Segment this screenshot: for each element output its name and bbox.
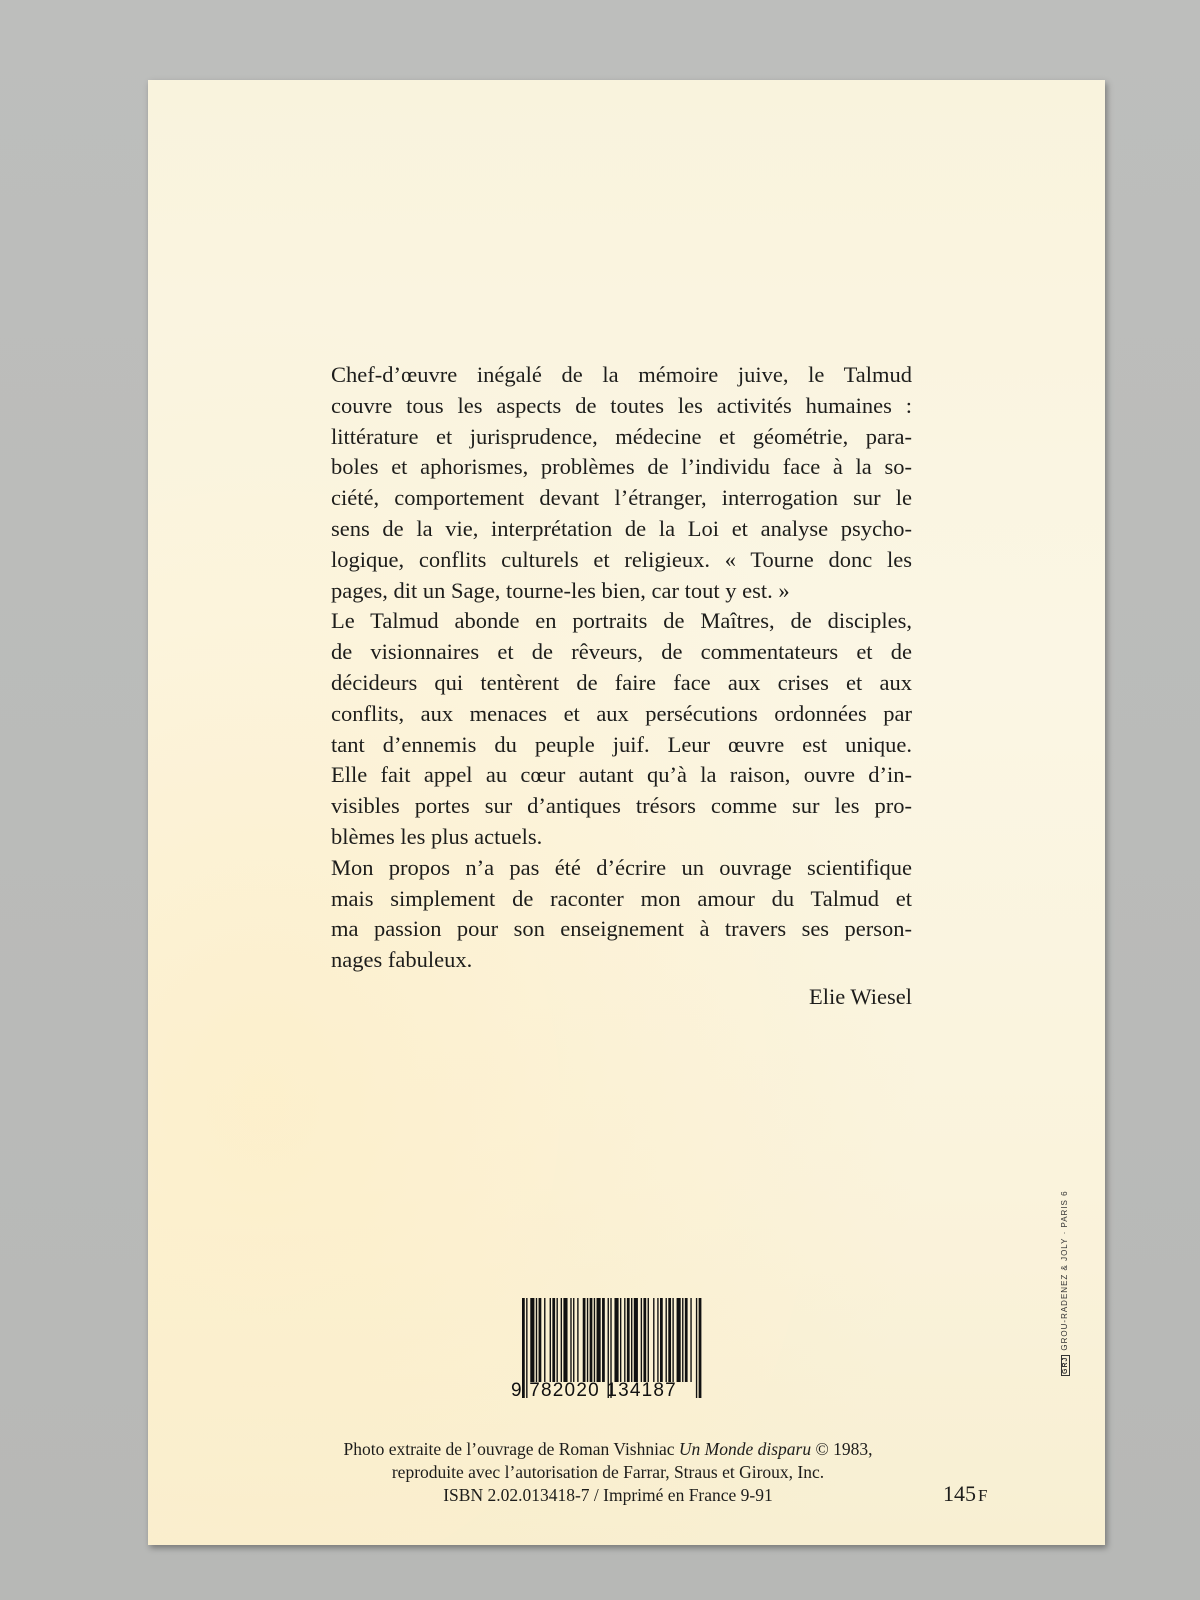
printer-text: GROU-RADENEZ & JOLY · PARIS 6: [1060, 1190, 1069, 1351]
author-signature: Elie Wiesel: [808, 984, 912, 1009]
barcode-bar: [594, 1298, 595, 1382]
barcode-bar: [597, 1298, 601, 1382]
barcode-digits: 9 782020 134187: [511, 1380, 677, 1401]
blurb-line: tant d’ennemis du peuple juif. Leur œuvre est unique.: [331, 731, 912, 757]
barcode-bar: [573, 1298, 574, 1382]
blurb-line: pages, dit un Sage, tourne-les bien, car tout y est. »: [331, 577, 790, 603]
barcode-bar: [536, 1298, 537, 1382]
blurb-line: ciété, comportement devant l’étranger, interrogation sur le: [331, 485, 912, 511]
barcode-bar: [627, 1298, 630, 1382]
blurb-line: blèmes les plus actuels.: [331, 823, 543, 849]
barcode-bar: [631, 1298, 632, 1382]
blurb-line: mais simplement de raconter mon amour du Talmud et: [331, 885, 912, 911]
barcode-bar: [550, 1298, 551, 1382]
price-amount: 145: [943, 1481, 976, 1506]
barcode-bar: [657, 1298, 658, 1382]
barcode-bar: [641, 1298, 642, 1382]
credits-line-1-prefix: Photo extraite de l’ouvrage de Roman Vishniac: [343, 1439, 679, 1459]
barcode-bar: [672, 1298, 673, 1382]
barcode-bar: [539, 1298, 542, 1382]
barcode-bar: [634, 1298, 638, 1382]
blurb-line: Elle fait appel au cœur autant qu’à la raison, ouvre d’in-: [331, 762, 912, 788]
blurb-text: [331, 360, 912, 976]
printer-imprint: [1060, 1176, 1074, 1376]
blurb-line: conflits, aux menaces et aux persécutions ordonnées par: [331, 700, 912, 726]
blurb-line: Mon propos n’a pas été d’écrire un ouvrage scientifique: [331, 854, 912, 880]
blurb-line: décideurs qui tentèrent de faire face aux crises et aux: [331, 669, 912, 695]
blurb-line: couvre tous les aspects de toutes les activités humaines :: [331, 392, 912, 418]
blurb-line: sens de la vie, interprétation de la Loi et analyse psycho-: [331, 515, 912, 541]
barcode-bar: [587, 1298, 588, 1382]
blurb-line: Le Talmud abonde en portraits de Maîtres, de disciples,: [331, 608, 912, 634]
barcode-bar: [666, 1298, 667, 1382]
price-label: [943, 1481, 987, 1507]
barcode-bar: [682, 1298, 683, 1382]
credits-book-title: Un Monde disparu: [678, 1439, 812, 1459]
barcode-bar: [648, 1298, 649, 1382]
barcode-bar: [563, 1298, 567, 1382]
price-unit: F: [978, 1486, 988, 1505]
barcode-bar: [552, 1298, 555, 1382]
barcode-bar: [602, 1298, 605, 1382]
barcode-bar: [653, 1298, 654, 1382]
barcode-bar: [577, 1298, 578, 1382]
barcode-bar: [614, 1298, 618, 1382]
photo-credits: [308, 1438, 908, 1507]
barcode-bar: [561, 1298, 562, 1382]
credits-line-1-suffix: © 1983,: [811, 1439, 873, 1459]
blurb-line: ma passion pour son enseignement à travers ses person-: [331, 916, 912, 942]
barcode-bar: [624, 1298, 625, 1382]
barcode-bar: [530, 1298, 534, 1382]
credits-line-1: [308, 1438, 908, 1461]
book-back-cover: [148, 80, 1105, 1545]
barcode-bar: [544, 1298, 545, 1382]
blurb-line: littérature et jurisprudence, médecine et géométrie, para-: [331, 423, 912, 449]
barcode-bar: [677, 1298, 681, 1382]
blurb-line: Chef-d’œuvre inégalé de la mémoire juive, le Talmud: [331, 362, 912, 387]
credits-line-2: reproduite avec l’autorisation de Farrar, Straus et Giroux, Inc.: [391, 1462, 825, 1482]
barcode-bar: [583, 1298, 586, 1382]
barcode-bar: [590, 1298, 593, 1382]
blurb-line: de visionnaires et de rêveurs, de commentateurs et de: [331, 639, 912, 665]
barcode-bar: [643, 1298, 646, 1382]
barcode-bar: [570, 1298, 571, 1382]
blurb-line: logique, conflits culturels et religieux. « Tourne donc les: [331, 546, 912, 572]
blurb-line: visibles portes sur d’antiques trésors comme sur les pro-: [331, 793, 912, 819]
barcode-bar: [660, 1298, 663, 1382]
barcode-bar: [668, 1298, 671, 1382]
isbn-line: ISBN 2.02.013418-7 / Imprimé en France 9-91: [443, 1485, 773, 1505]
blurb-line: nages fabuleux.: [331, 947, 473, 973]
barcode-bar: [620, 1298, 621, 1382]
barcode-bar: [690, 1298, 691, 1382]
barcode-bar: [685, 1298, 688, 1382]
printer-logo: GRJ: [1062, 1356, 1069, 1374]
blurb-line: boles et aphorismes, problèmes de l’individu face à la so-: [331, 454, 912, 480]
barcode-bar: [557, 1298, 558, 1382]
